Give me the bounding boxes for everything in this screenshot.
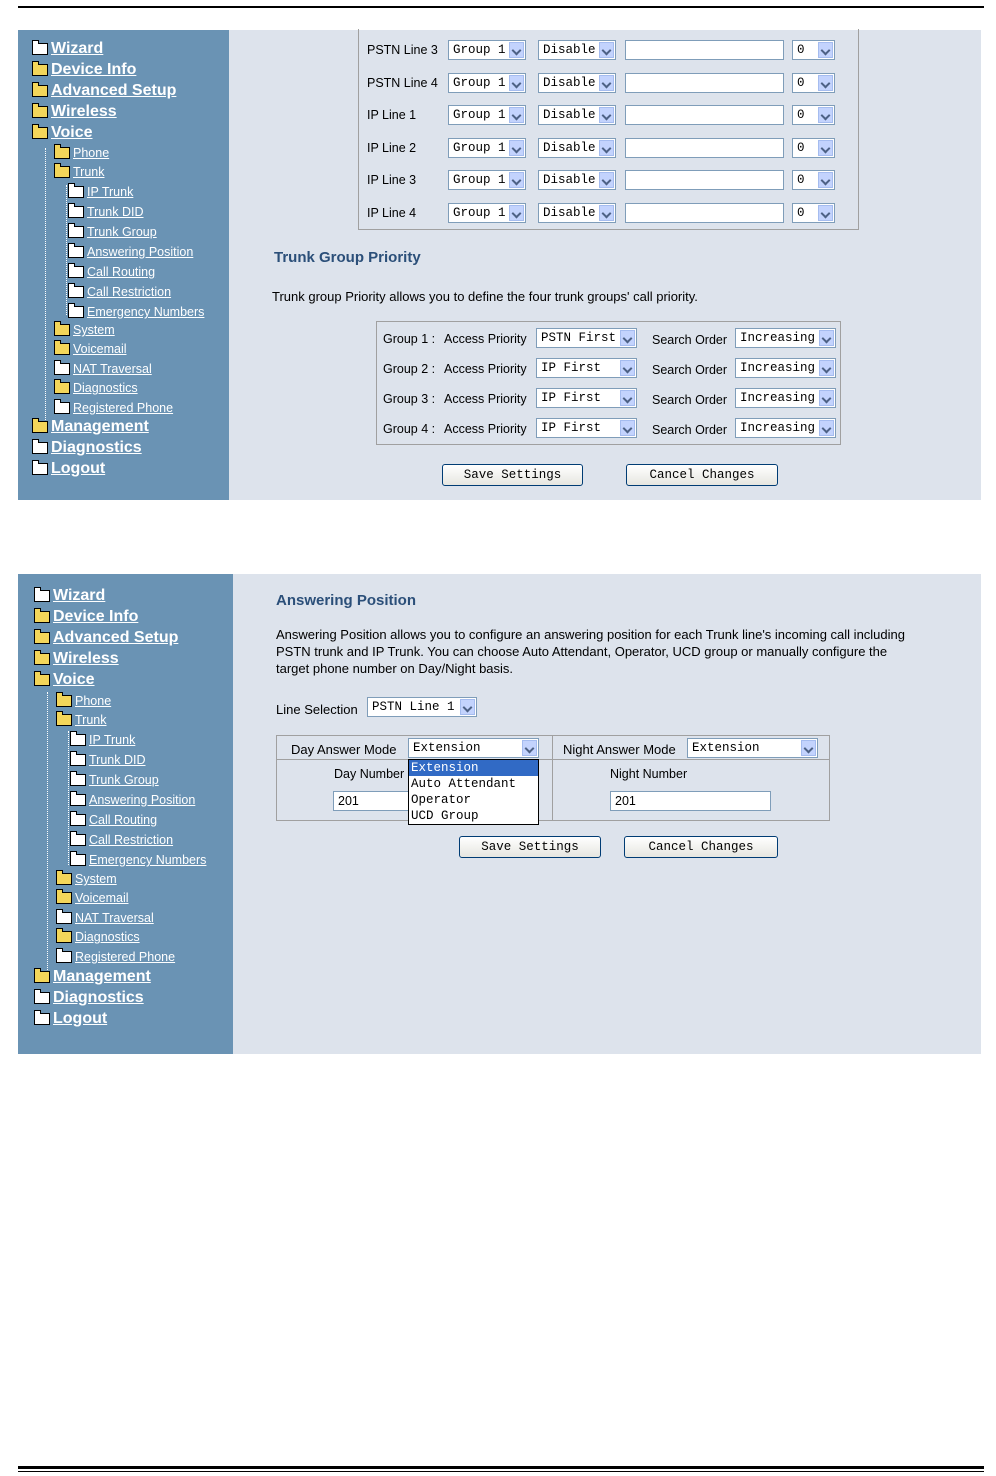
folder-icon bbox=[68, 286, 84, 298]
folder-open-icon bbox=[54, 382, 70, 394]
line-selection-select[interactable]: PSTN Line 1 bbox=[367, 697, 477, 717]
folder-icon bbox=[70, 774, 86, 786]
chevron-down-icon bbox=[818, 42, 833, 58]
folder-open-icon bbox=[54, 147, 70, 159]
nav-nat-traversal[interactable]: NAT Traversal bbox=[54, 362, 152, 376]
folder-icon bbox=[70, 794, 86, 806]
access-priority-select[interactable]: IP First bbox=[536, 388, 637, 408]
chevron-down-icon bbox=[620, 330, 635, 346]
trunk-line-mode-select[interactable]: Disable bbox=[538, 105, 616, 125]
nav-voicemail[interactable]: Voicemail bbox=[56, 891, 129, 905]
chevron-down-icon bbox=[818, 172, 833, 188]
nav-voice[interactable]: Voice bbox=[34, 671, 95, 689]
trunk-line-group-select[interactable]: Group 1 bbox=[448, 105, 526, 125]
folder-icon bbox=[56, 951, 72, 963]
nav-voice[interactable]: Voice bbox=[32, 124, 93, 142]
chevron-down-icon bbox=[599, 107, 614, 123]
trunk-line-prefix-select[interactable]: 0 bbox=[792, 40, 835, 60]
folder-icon bbox=[70, 734, 86, 746]
trunk-line-prefix-select[interactable]: 0 bbox=[792, 138, 835, 158]
page-bottom-rule-thin bbox=[18, 1471, 984, 1472]
nav-management[interactable]: Management bbox=[32, 418, 149, 436]
sidebar bbox=[18, 574, 233, 1054]
description-line-3: target phone number on Day/Night basis. bbox=[276, 661, 514, 676]
day-answer-mode-label: Day Answer Mode bbox=[291, 742, 397, 757]
trunk-line-mode-select[interactable]: Disable bbox=[538, 73, 616, 93]
nav-system[interactable]: System bbox=[54, 323, 115, 337]
folder-icon bbox=[70, 854, 86, 866]
folder-icon bbox=[54, 363, 70, 375]
folder-icon bbox=[34, 1013, 50, 1025]
nav-device-info[interactable]: Device Info bbox=[34, 608, 138, 626]
folder-icon bbox=[54, 402, 70, 414]
chevron-down-icon bbox=[819, 390, 834, 406]
folder-icon bbox=[68, 306, 84, 318]
tree-line bbox=[45, 148, 46, 430]
section-title: Trunk Group Priority bbox=[274, 249, 421, 266]
folder-open-icon bbox=[32, 127, 48, 139]
chevron-down-icon bbox=[522, 740, 537, 756]
dropdown-option[interactable]: Auto Attendant bbox=[411, 777, 517, 791]
folder-open-icon bbox=[32, 106, 48, 118]
folder-icon bbox=[34, 992, 50, 1004]
folder-open-icon bbox=[34, 632, 50, 644]
nav-trunk-group[interactable]: Trunk Group bbox=[68, 225, 157, 239]
folder-open-icon bbox=[34, 653, 50, 665]
priority-group-label: Group 2 : bbox=[383, 362, 436, 376]
trunk-line-mode-select[interactable]: Disable bbox=[538, 203, 616, 223]
folder-icon bbox=[70, 754, 86, 766]
nav-trunk-did[interactable]: Trunk DID bbox=[68, 205, 144, 219]
chevron-down-icon bbox=[460, 699, 475, 715]
cancel-button[interactable]: Cancel Changes bbox=[626, 464, 778, 486]
nav-trunk[interactable]: Trunk bbox=[56, 713, 107, 727]
trunk-line-label: PSTN Line 4 bbox=[367, 76, 438, 90]
nav-call-restriction[interactable]: Call Restriction bbox=[70, 833, 173, 847]
chevron-down-icon bbox=[620, 420, 635, 436]
nav-ip-trunk[interactable]: IP Trunk bbox=[70, 733, 135, 747]
folder-icon bbox=[70, 814, 86, 826]
day-number-input[interactable]: 201 bbox=[333, 791, 493, 811]
nav-registered-phone[interactable]: Registered Phone bbox=[56, 950, 175, 964]
trunk-line-group-select[interactable]: Group 1 bbox=[448, 40, 526, 60]
nav-answering-position[interactable]: Answering Position bbox=[70, 793, 195, 807]
day-answer-mode-select[interactable]: Extension bbox=[408, 738, 539, 758]
access-priority-label: Access Priority bbox=[444, 422, 527, 436]
trunk-line-mode-select[interactable]: Disable bbox=[538, 40, 616, 60]
trunk-line-number-input[interactable] bbox=[625, 203, 784, 223]
nav-trunk-group[interactable]: Trunk Group bbox=[70, 773, 159, 787]
folder-icon bbox=[70, 834, 86, 846]
nav-voicemail[interactable]: Voicemail bbox=[54, 342, 127, 356]
trunk-line-label: IP Line 2 bbox=[367, 141, 417, 155]
nav-trunk-did[interactable]: Trunk DID bbox=[70, 753, 146, 767]
folder-open-icon bbox=[56, 695, 72, 707]
sidebar bbox=[18, 30, 229, 500]
nav-emergency-numbers[interactable]: Emergency Numbers bbox=[70, 853, 206, 867]
line-selection-label: Line Selection bbox=[276, 702, 358, 717]
folder-open-icon bbox=[32, 421, 48, 433]
trunk-line-number-input[interactable] bbox=[625, 105, 784, 125]
chevron-down-icon bbox=[819, 330, 834, 346]
cancel-button[interactable]: Cancel Changes bbox=[624, 836, 778, 858]
answering-position-screenshot bbox=[18, 574, 981, 1054]
trunk-line-label: IP Line 4 bbox=[367, 206, 417, 220]
chevron-down-icon bbox=[818, 140, 833, 156]
save-button[interactable]: Save Settings bbox=[442, 464, 583, 486]
trunk-line-label: IP Line 1 bbox=[367, 108, 417, 122]
folder-icon bbox=[68, 186, 84, 198]
dropdown-option[interactable]: Extension bbox=[409, 760, 538, 776]
dropdown-option[interactable]: UCD Group bbox=[411, 809, 479, 823]
trunk-line-group-select[interactable]: Group 1 bbox=[448, 203, 526, 223]
nav-call-routing[interactable]: Call Routing bbox=[70, 813, 157, 827]
nav-diagnostics-sub[interactable]: Diagnostics bbox=[56, 930, 140, 944]
trunk-line-group-select[interactable]: Group 1 bbox=[448, 73, 526, 93]
chevron-down-icon bbox=[599, 205, 614, 221]
trunk-line-number-input[interactable] bbox=[625, 73, 784, 93]
folder-open-icon bbox=[56, 892, 72, 904]
table-divider bbox=[277, 759, 829, 760]
chevron-down-icon bbox=[818, 205, 833, 221]
trunk-line-number-input[interactable] bbox=[625, 40, 784, 60]
nav-trunk[interactable]: Trunk bbox=[54, 165, 105, 179]
chevron-down-icon bbox=[599, 172, 614, 188]
dropdown-option[interactable]: Operator bbox=[411, 793, 472, 807]
trunk-group-screenshot bbox=[18, 30, 981, 500]
access-priority-select[interactable]: PSTN First bbox=[536, 328, 637, 348]
nav-ip-trunk[interactable]: IP Trunk bbox=[68, 185, 133, 199]
folder-open-icon bbox=[54, 324, 70, 336]
nav-answering-position[interactable]: Answering Position bbox=[68, 245, 193, 259]
trunk-line-mode-select[interactable]: Disable bbox=[538, 138, 616, 158]
chevron-down-icon bbox=[819, 420, 834, 436]
nav-nat-traversal[interactable]: NAT Traversal bbox=[56, 911, 154, 925]
folder-icon bbox=[32, 43, 48, 55]
chevron-down-icon bbox=[599, 140, 614, 156]
nav-registered-phone[interactable]: Registered Phone bbox=[54, 401, 173, 415]
nav-diagnostics[interactable]: Diagnostics bbox=[34, 989, 144, 1007]
nav-device-info[interactable]: Device Info bbox=[32, 61, 136, 79]
folder-open-icon bbox=[56, 931, 72, 943]
chevron-down-icon bbox=[819, 360, 834, 376]
trunk-line-number-input[interactable] bbox=[625, 138, 784, 158]
trunk-line-label: IP Line 3 bbox=[367, 173, 417, 187]
chevron-down-icon bbox=[509, 140, 524, 156]
night-number-input[interactable]: 201 bbox=[610, 791, 771, 811]
nav-diagnostics[interactable]: Diagnostics bbox=[32, 439, 142, 457]
day-answer-mode-dropdown[interactable] bbox=[408, 759, 539, 825]
folder-icon bbox=[32, 463, 48, 475]
folder-icon bbox=[32, 442, 48, 454]
search-order-label: Search Order bbox=[652, 363, 728, 377]
trunk-line-prefix-select[interactable]: 0 bbox=[792, 203, 835, 223]
folder-open-icon bbox=[54, 343, 70, 355]
description-line-2: PSTN trunk and IP Trunk. You can choose Auto Attendant, Operator, UCD group or manually configure the bbox=[276, 644, 888, 659]
nav-wireless[interactable]: Wireless bbox=[34, 650, 119, 668]
chevron-down-icon bbox=[599, 75, 614, 91]
nav-diagnostics-sub[interactable]: Diagnostics bbox=[54, 381, 138, 395]
night-number-label: Night Number bbox=[610, 767, 688, 781]
access-priority-label: Access Priority bbox=[444, 332, 527, 346]
chevron-down-icon bbox=[509, 107, 524, 123]
chevron-down-icon bbox=[509, 42, 524, 58]
table-divider bbox=[552, 736, 553, 820]
chevron-down-icon bbox=[818, 107, 833, 123]
nav-advanced-setup[interactable]: Advanced Setup bbox=[32, 82, 176, 100]
trunk-line-prefix-select[interactable]: 0 bbox=[792, 105, 835, 125]
search-order-select[interactable]: Increasing bbox=[735, 328, 836, 348]
search-order-select[interactable]: Increasing bbox=[735, 418, 836, 438]
access-priority-select[interactable]: IP First bbox=[536, 418, 637, 438]
folder-open-icon bbox=[32, 85, 48, 97]
tree-line bbox=[47, 692, 48, 982]
priority-group-label: Group 3 : bbox=[383, 392, 436, 406]
priority-group-label: Group 1 : bbox=[383, 332, 436, 346]
folder-open-icon bbox=[34, 611, 50, 623]
page-top-rule bbox=[18, 6, 984, 8]
chevron-down-icon bbox=[818, 75, 833, 91]
folder-icon bbox=[68, 246, 84, 258]
search-order-label: Search Order bbox=[652, 423, 728, 437]
nav-logout[interactable]: Logout bbox=[32, 460, 105, 478]
nav-wizard[interactable]: Wizard bbox=[34, 587, 105, 605]
trunk-line-number-input[interactable] bbox=[625, 170, 784, 190]
folder-open-icon bbox=[32, 64, 48, 76]
search-order-select[interactable]: Increasing bbox=[735, 388, 836, 408]
folder-open-icon bbox=[34, 674, 50, 686]
chevron-down-icon bbox=[620, 360, 635, 376]
folder-open-icon bbox=[56, 714, 72, 726]
nav-call-routing[interactable]: Call Routing bbox=[68, 265, 155, 279]
trunk-line-label: PSTN Line 3 bbox=[367, 43, 438, 57]
nav-management[interactable]: Management bbox=[34, 968, 151, 986]
chevron-down-icon bbox=[509, 172, 524, 188]
folder-icon bbox=[68, 226, 84, 238]
page-title: Answering Position bbox=[276, 592, 417, 609]
night-answer-mode-label: Night Answer Mode bbox=[563, 742, 676, 757]
section-description: Trunk group Priority allows you to define the four trunk groups' call priority. bbox=[272, 289, 698, 304]
nav-call-restriction[interactable]: Call Restriction bbox=[68, 285, 171, 299]
trunk-line-mode-select[interactable]: Disable bbox=[538, 170, 616, 190]
search-order-label: Search Order bbox=[652, 393, 728, 407]
access-priority-label: Access Priority bbox=[444, 392, 527, 406]
chevron-down-icon bbox=[599, 42, 614, 58]
nav-wizard[interactable]: Wizard bbox=[32, 40, 103, 58]
nav-phone[interactable]: Phone bbox=[56, 694, 111, 708]
folder-open-icon bbox=[34, 971, 50, 983]
folder-icon bbox=[34, 590, 50, 602]
page-bottom-rule bbox=[18, 1466, 984, 1469]
nav-system[interactable]: System bbox=[56, 872, 117, 886]
night-answer-mode-select[interactable]: Extension bbox=[687, 738, 818, 758]
tree-line bbox=[66, 185, 67, 315]
trunk-line-prefix-select[interactable]: 0 bbox=[792, 170, 835, 190]
trunk-line-prefix-select[interactable]: 0 bbox=[792, 73, 835, 93]
chevron-down-icon bbox=[620, 390, 635, 406]
folder-open-icon bbox=[54, 166, 70, 178]
access-priority-select[interactable]: IP First bbox=[536, 358, 637, 378]
nav-emergency-numbers[interactable]: Emergency Numbers bbox=[68, 305, 204, 319]
nav-phone[interactable]: Phone bbox=[54, 146, 109, 160]
priority-group-label: Group 4 : bbox=[383, 422, 436, 436]
nav-wireless[interactable]: Wireless bbox=[32, 103, 117, 121]
tree-line bbox=[68, 731, 69, 865]
search-order-label: Search Order bbox=[652, 333, 728, 347]
access-priority-label: Access Priority bbox=[444, 362, 527, 376]
trunk-line-group-select[interactable]: Group 1 bbox=[448, 138, 526, 158]
nav-advanced-setup[interactable]: Advanced Setup bbox=[34, 629, 178, 647]
folder-icon bbox=[56, 912, 72, 924]
folder-open-icon bbox=[56, 873, 72, 885]
trunk-line-group-select[interactable]: Group 1 bbox=[448, 170, 526, 190]
nav-logout[interactable]: Logout bbox=[34, 1010, 107, 1028]
description-line-1: Answering Position allows you to configure an answering position for each Trunk line's incoming call including bbox=[276, 627, 905, 642]
folder-icon bbox=[68, 266, 84, 278]
save-button[interactable]: Save Settings bbox=[459, 836, 601, 858]
search-order-select[interactable]: Increasing bbox=[735, 358, 836, 378]
chevron-down-icon bbox=[509, 205, 524, 221]
folder-icon bbox=[68, 206, 84, 218]
day-number-label: Day Number bbox=[334, 767, 405, 781]
chevron-down-icon bbox=[801, 740, 816, 756]
chevron-down-icon bbox=[509, 75, 524, 91]
